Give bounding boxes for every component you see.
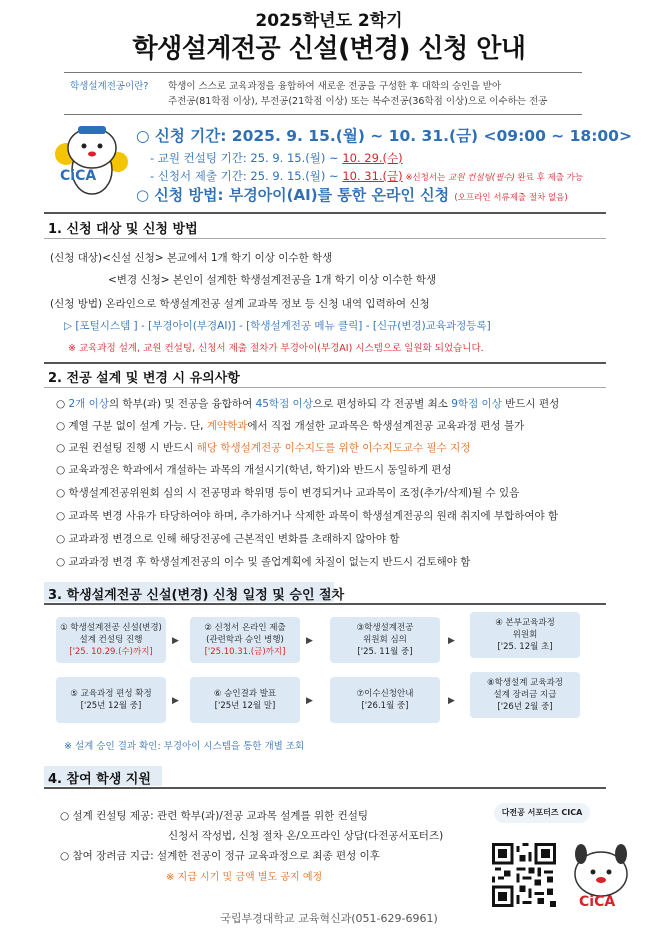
process-step: ④ 본부교육과정 위원회 ['25. 12월 초] xyxy=(470,612,580,658)
method-row: (신청 방법) 온라인으로 학생설계전공 설계 교과목 정보 등 신청 내역 입력하여 신청 xyxy=(50,298,430,310)
apply-method: ○ 신청 방법: 부경아이(AI)를 통한 온라인 신청 (오프라인 서류제출 절차 없음) xyxy=(136,186,568,204)
qr-code-icon[interactable] xyxy=(492,843,556,907)
page-title: 학생설계전공 신설(변경) 신청 안내 xyxy=(132,34,526,64)
section-divider xyxy=(44,212,606,214)
definition-line-2: 주전공(81학점 이상), 부전공(21학점 이상) 또는 복수전공(36학점 이상)으로 이수하는 전공 xyxy=(168,96,548,107)
mascot-cica-icon xyxy=(52,118,132,203)
svg-text:CiCA: CiCA xyxy=(579,894,616,910)
process-step: ⑦이수신청안내 ['26.1월 중] xyxy=(330,677,440,723)
process-step: ⑥ 승인결과 발표 ['25년 12월 말] xyxy=(190,677,300,723)
target-row-2: <변경 신청> 본인이 설계한 학생설계전공을 1개 학기 이상 이수한 학생 xyxy=(108,274,437,286)
svg-text:CiCA: CiCA xyxy=(60,168,97,184)
rule-item: ○ 계열 구분 없이 설계 가능. 단, 계약학과에서 직접 개설한 교과목은 학생설계전공 교육과정 편성 불가 xyxy=(56,420,525,432)
section-divider xyxy=(44,787,606,789)
definition-box xyxy=(64,72,582,115)
arrow-right-icon: ▶ xyxy=(448,636,455,646)
process-step: ① 학생설계전공 신설(변경) 설계 컨설팅 진행 ['25. 10.29.(수)까지] xyxy=(56,617,166,663)
section-divider xyxy=(44,362,606,364)
section-divider xyxy=(44,387,606,388)
arrow-right-icon: ▶ xyxy=(306,696,313,706)
submit-period: - 신청서 제출 기간: 25. 9. 15.(월) ~ 10. 31.(금) ※신청서는 교원 컨설팅(필수) 완료 후 제출 가능 xyxy=(150,169,584,183)
rule-item: ○ 교육과정은 학과에서 개설하는 과목의 개설시기(학년, 학기)와 반드시 동일하게 편성 xyxy=(56,464,452,476)
section-divider xyxy=(44,603,606,605)
arrow-right-icon: ▶ xyxy=(306,636,313,646)
section-3-note: ※ 설계 승인 결과 확인: 부경아이 시스템을 통한 개별 조회 xyxy=(64,741,305,752)
definition-label: 학생설계전공이란? xyxy=(70,81,149,92)
process-step: ⑤ 교육과정 편성 확정 ['25년 12월 중] xyxy=(56,677,166,723)
process-step: ③학생설계전공 위원회 심의 ['25. 11월 중] xyxy=(330,617,440,663)
definition-line-1: 학생이 스스로 교육과정을 융합하여 새로운 전공을 구성한 후 대학의 승인을 받아 xyxy=(168,81,502,92)
footer-contact: 국립부경대학교 교육혁신과(051-629-6961) xyxy=(220,912,438,925)
system-path[interactable]: ▷ [포털시스템 ] - [부경아이(부경AI)] - [학생설계전공 메뉴 클릭] - [신규(변경)교육과정등록] xyxy=(64,320,491,332)
section-1-note: ※ 교육과정 설계, 교원 컨설팅, 신청서 제출 절차가 부경아이(부경AI) 시스템으로 일원화 되었습니다. xyxy=(68,343,484,354)
support-item: ○ 설계 컨설팅 제공: 관련 학부(과)/전공 교과목 설계를 위한 컨설팅 xyxy=(60,810,369,822)
rule-item: ○ 교과과정 변경 후 학생설계전공의 이수 및 졸업계획에 차질이 없는지 반드시 검토해야 함 xyxy=(56,556,471,568)
section-divider xyxy=(44,238,606,239)
rule-item: ○ 교원 컨설팅 진행 시 반드시 해당 학생설계전공 이수지도를 위한 이수지도교수 필수 지정 xyxy=(56,442,471,454)
consult-period: - 교원 컨설팅 기간: 25. 9. 15.(월) ~ 10. 29.(수) xyxy=(150,151,403,165)
rule-item: ○ 교과목 변경 사유가 타당하여야 하며, 추가하거나 삭제한 과목이 학생설계전공의 원래 취지에 부합하여야 함 xyxy=(56,510,559,522)
rule-item: ○ 교과과정 변경으로 인해 해당전공에 근본적인 변화를 초래하지 않아야 함 xyxy=(56,533,400,545)
year-heading: 2025학년도 2학기 xyxy=(255,11,403,31)
process-step: ⑧학생설계 교육과정 설계 장려금 지급 ['26년 2월 중] xyxy=(470,672,580,718)
target-row-1: (신청 대상)<신설 신청> 본교에서 1개 학기 이상 이수한 학생 xyxy=(50,252,333,264)
rule-item: ○ 학생설계전공위원회 심의 시 전공명과 학위명 등이 변경되거나 교과목이 조정(추가/삭제)될 수 있음 xyxy=(56,487,520,499)
mascot-cica-icon xyxy=(565,830,637,910)
section-4-heading: 4. 참여 학생 지원 xyxy=(48,772,151,787)
section-2-heading: 2. 전공 설계 및 변경 시 유의사항 xyxy=(48,371,240,386)
support-note: ※ 지급 시기 및 금액 별도 공지 예정 xyxy=(166,872,323,883)
rule-item: ○ 2개 이상의 학부(과) 및 전공을 융합하여 45학점 이상으로 편성하되 각 전공별 최소 9학점 이상 반드시 편성 xyxy=(56,398,560,410)
support-item: 신청서 작성법, 신청 절차 온/오프라인 상담(다전공서포터즈) xyxy=(168,830,444,842)
apply-period: ○ 신청 기간: 2025. 9. 15.(월) ~ 10. 31.(금) <09:00 ~ 18:00> xyxy=(136,127,632,145)
arrow-right-icon: ▶ xyxy=(172,636,179,646)
arrow-right-icon: ▶ xyxy=(172,696,179,706)
support-item: ○ 참여 장려금 지급: 설계한 전공이 정규 교육과정으로 최종 편성 이후 xyxy=(60,850,380,862)
section-3-heading: 3. 학생설계전공 신설(변경) 신청 일정 및 승인 절차 xyxy=(48,588,345,603)
section-1-heading: 1. 신청 대상 및 신청 방법 xyxy=(48,222,198,237)
cica-badge: 다전공 서포터즈 CICA xyxy=(494,803,590,823)
arrow-right-icon: ▶ xyxy=(448,696,455,706)
process-step: ② 신청서 온라인 제출 (관련학과 승인 병행) ['25.10.31.(금)까지] xyxy=(190,617,300,663)
